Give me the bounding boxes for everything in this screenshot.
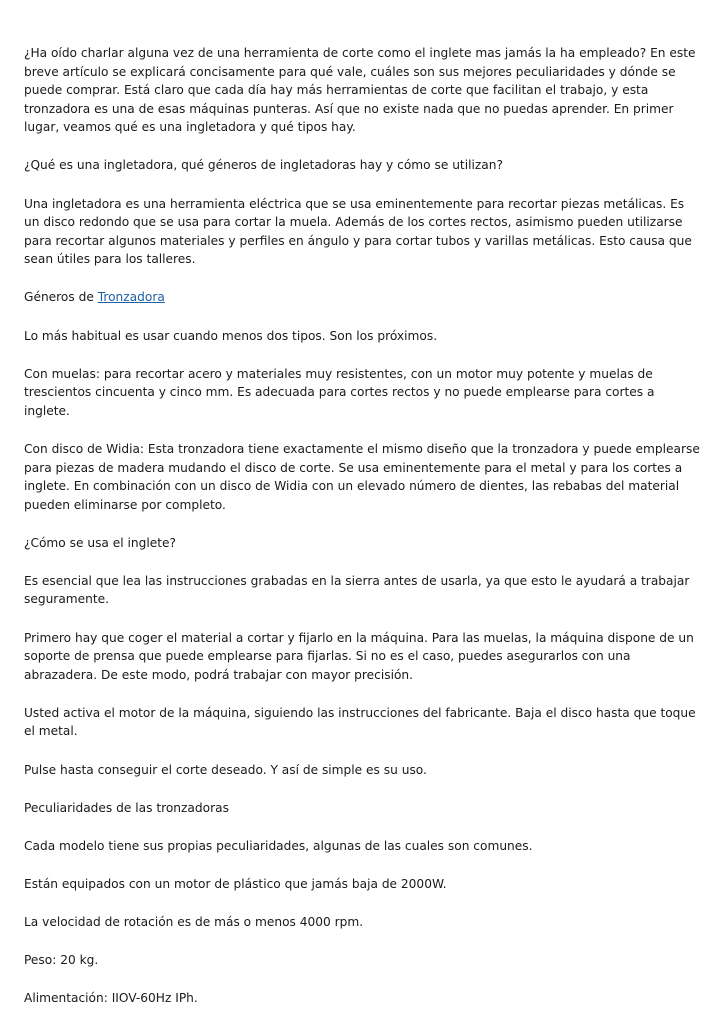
types-heading-prefix: Géneros de	[24, 290, 98, 305]
question-heading-how-to-use: ¿Cómo se usa el inglete?	[24, 535, 177, 550]
press-cut-paragraph: Pulse hasta conseguir el corte deseado. Y así de simple es su uso.	[24, 762, 427, 777]
intro-paragraph: ¿Ha oído charlar alguna vez de una herramienta de corte como el inglete mas jamás la ha empleado? En este breve artículo se explicará concisamente para qué vale, cuáles son sus mejores peculiaridades y dónde se puede comprar. Está claro que cada día hay más herramientas de corte que facilitan el trabajo, y esta tronzadora es una de esas máquinas punteras. Así que no existe nada que no puedas aprender. En primer lugar, veamos qué es una ingletadora y qué tipos hay.	[24, 46, 696, 135]
definition-paragraph: Una ingletadora es una herramienta eléctrica que se usa eminentemente para recortar piezas metálicas. Es un disco redondo que se usa para cortar la muela. Además de los cortes rectos, asimismo pueden utilizarse para recortar algunos materiales y perfiles en ángulo y para cortar tubos y varillas metálicas. Esto causa que sean útiles para los talleres.	[24, 196, 692, 267]
fixing-material-paragraph: Primero hay que coger el material a cortar y fijarlo en la máquina. Para las muelas, la máquina dispone de un soporte de prensa que puede emplearse para fijarlas. Si no es el caso, puedes asegurarlos con una abrazadera. De este modo, podrá trabajar con mayor precisión.	[24, 630, 694, 682]
features-intro-paragraph: Cada modelo tiene sus propias peculiaridades, algunas de las cuales son comunes.	[24, 838, 533, 853]
feature-rotation-speed: La velocidad de rotación es de más o menos 4000 rpm.	[24, 914, 364, 929]
types-intro-paragraph: Lo más habitual es usar cuando menos dos tipos. Son los próximos.	[24, 328, 438, 343]
type-widia-paragraph: Con disco de Widia: Esta tronzadora tiene exactamente el mismo diseño que la tronzadora y puede emplearse para piezas de madera mudando el disco de corte. Se usa eminentemente para el metal y para los cortes a inglete. En combinación con un disco de Widia con un elevado número de dientes, las rebabas del material pueden eliminarse por completo.	[24, 441, 700, 512]
tronzadora-link[interactable]: Tronzadora	[97, 290, 165, 305]
feature-power-supply: Alimentación: IIOV-60Hz IPh.	[24, 991, 198, 1006]
feature-weight: Peso: 20 kg.	[24, 953, 99, 967]
question-heading-what-is: ¿Qué es una ingletadora, qué géneros de ingletadoras hay y cómo se utilizan?	[24, 158, 503, 173]
feature-motor: Están equipados con un motor de plástico que jamás baja de 2000W.	[24, 876, 447, 891]
activate-motor-paragraph: Usted activa el motor de la máquina, siguiendo las instrucciones del fabricante. Baja el disco hasta que toque el metal.	[24, 705, 696, 739]
features-heading: Peculiaridades de las tronzadoras	[24, 800, 229, 815]
instructions-paragraph: Es esencial que lea las instrucciones grabadas en la sierra antes de usarla, ya que esto le ayudará a trabajar seguramente.	[24, 573, 690, 607]
types-heading	[24, 288, 702, 307]
type-muelas-paragraph: Con muelas: para recortar acero y materiales muy resistentes, con un motor muy potente y muelas de trescientos cincuenta y cinco mm. Es adecuada para cortes rectos y no puede emplearse para cortes a inglete.	[24, 366, 655, 418]
